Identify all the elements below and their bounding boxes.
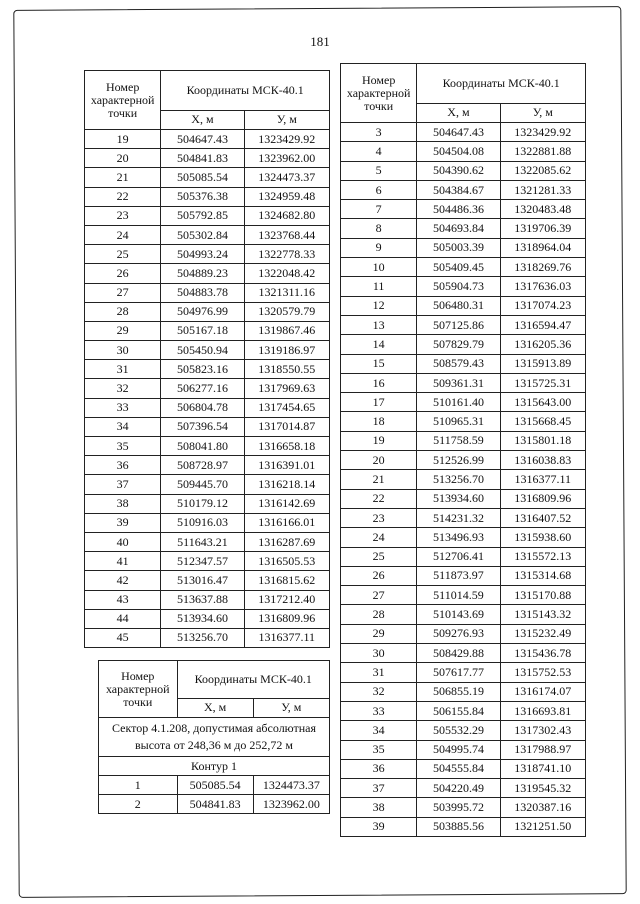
- table-row: [85, 456, 330, 475]
- table-row: [341, 277, 586, 296]
- y-coordinate: 1316505.53: [244, 552, 329, 571]
- x-coordinate: 505904.73: [417, 277, 500, 296]
- x-coordinate: 505003.39: [417, 238, 500, 257]
- point-number: 32: [85, 379, 161, 398]
- point-number: 40: [85, 532, 161, 551]
- table-row: [341, 566, 586, 585]
- point-number: 24: [341, 528, 417, 547]
- y-coordinate: 1315913.89: [500, 354, 585, 373]
- coordinates-header: Координаты МСК-40.1: [417, 64, 586, 104]
- point-number: 31: [85, 360, 161, 379]
- x-coordinate: 514231.32: [417, 508, 500, 527]
- x-coordinate: 512526.99: [417, 451, 500, 470]
- point-number: 28: [341, 605, 417, 624]
- table-row: [85, 341, 330, 360]
- x-coordinate: 511643.21: [161, 532, 244, 551]
- table-row: [341, 740, 586, 759]
- y-coordinate: 1316218.14: [244, 475, 329, 494]
- point-number: 29: [85, 321, 161, 340]
- point-number: 39: [85, 513, 161, 532]
- x-coordinate: 504220.49: [417, 779, 500, 798]
- point-number: 30: [85, 341, 161, 360]
- table-row: [99, 776, 330, 795]
- x-coordinate: 510916.03: [161, 513, 244, 532]
- x-coordinate: 510179.12: [161, 494, 244, 513]
- y-coordinate: 1315143.32: [500, 605, 585, 624]
- x-coordinate: 511873.97: [417, 566, 500, 585]
- y-coordinate: 1316809.96: [244, 609, 329, 628]
- y-coordinate: 1317302.43: [500, 721, 585, 740]
- x-coordinate: 505085.54: [177, 776, 253, 795]
- table-row: [85, 206, 330, 225]
- x-coordinate: 513934.60: [161, 609, 244, 628]
- y-coordinate: 1315752.53: [500, 663, 585, 682]
- table-row: [85, 417, 330, 436]
- point-number: 9: [341, 238, 417, 257]
- point-number: 34: [341, 721, 417, 740]
- right-coordinates-table: [340, 63, 586, 837]
- contour-label: Контур 1: [99, 757, 330, 776]
- number-column-header: Номер характерной точки: [99, 661, 178, 718]
- table-row: [85, 513, 330, 532]
- y-coordinate: 1319186.97: [244, 341, 329, 360]
- point-number: 6: [341, 180, 417, 199]
- y-coordinate: 1317454.65: [244, 398, 329, 417]
- point-number: 20: [341, 451, 417, 470]
- point-number: 22: [85, 187, 161, 206]
- point-number: 42: [85, 571, 161, 590]
- table-row: [341, 412, 586, 431]
- table-row: [341, 373, 586, 392]
- point-number: 36: [85, 456, 161, 475]
- x-coordinate: 506855.19: [417, 682, 500, 701]
- sector-description: Сектор 4.1.208, допустимая абсолютная высота от 248,36 м до 252,72 м: [99, 718, 330, 757]
- x-column-header: X, м: [161, 110, 244, 129]
- x-coordinate: 510161.40: [417, 393, 500, 412]
- point-number: 38: [85, 494, 161, 513]
- point-number: 43: [85, 590, 161, 609]
- y-coordinate: 1315170.88: [500, 586, 585, 605]
- y-column-header: У, м: [253, 698, 329, 717]
- y-coordinate: 1316693.81: [500, 701, 585, 720]
- point-number: 22: [341, 489, 417, 508]
- y-coordinate: 1316038.83: [500, 451, 585, 470]
- table-row: [85, 283, 330, 302]
- table-row: [341, 315, 586, 334]
- y-column-header: У, м: [244, 110, 329, 129]
- y-coordinate: 1317988.97: [500, 740, 585, 759]
- table-row: [341, 508, 586, 527]
- x-coordinate: 504693.84: [417, 219, 500, 238]
- x-coordinate: 509276.93: [417, 624, 500, 643]
- table-row: [341, 161, 586, 180]
- point-number: 20: [85, 149, 161, 168]
- x-coordinate: 513496.93: [417, 528, 500, 547]
- point-number: 39: [341, 817, 417, 836]
- x-coordinate: 510143.69: [417, 605, 500, 624]
- table-row: [85, 494, 330, 513]
- x-coordinate: 504384.67: [417, 180, 500, 199]
- y-coordinate: 1322778.33: [244, 245, 329, 264]
- x-coordinate: 504841.83: [161, 149, 244, 168]
- point-number: 4: [341, 142, 417, 161]
- point-number: 35: [341, 740, 417, 759]
- x-coordinate: 504841.83: [177, 795, 253, 814]
- y-coordinate: 1317636.03: [500, 277, 585, 296]
- point-number: 28: [85, 302, 161, 321]
- point-number: 19: [85, 130, 161, 149]
- table-row: [85, 302, 330, 321]
- y-coordinate: 1324682.80: [244, 206, 329, 225]
- point-number: 18: [341, 412, 417, 431]
- y-coordinate: 1322048.42: [244, 264, 329, 283]
- point-number: 17: [341, 393, 417, 412]
- x-coordinate: 504504.08: [417, 142, 500, 161]
- y-coordinate: 1324473.37: [244, 168, 329, 187]
- x-coordinate: 506155.84: [417, 701, 500, 720]
- point-number: 29: [341, 624, 417, 643]
- table-row: [85, 590, 330, 609]
- table-row: [341, 354, 586, 373]
- x-column-header: X, м: [417, 103, 500, 122]
- y-coordinate: 1317212.40: [244, 590, 329, 609]
- table-row: [85, 571, 330, 590]
- table-row: [85, 187, 330, 206]
- point-number: 23: [341, 508, 417, 527]
- y-coordinate: 1317014.87: [244, 417, 329, 436]
- x-column-header: X, м: [177, 698, 253, 717]
- table-row: [85, 379, 330, 398]
- x-coordinate: 505792.85: [161, 206, 244, 225]
- y-coordinate: 1324473.37: [253, 776, 329, 795]
- table-row: [341, 779, 586, 798]
- x-coordinate: 504889.23: [161, 264, 244, 283]
- y-coordinate: 1316205.36: [500, 335, 585, 354]
- table-row: [99, 795, 330, 814]
- x-coordinate: 505302.84: [161, 225, 244, 244]
- table-row: [341, 624, 586, 643]
- x-coordinate: 504555.84: [417, 759, 500, 778]
- x-coordinate: 513934.60: [417, 489, 500, 508]
- y-coordinate: 1320483.48: [500, 200, 585, 219]
- point-number: 26: [85, 264, 161, 283]
- y-coordinate: 1315801.18: [500, 431, 585, 450]
- y-coordinate: 1323768.44: [244, 225, 329, 244]
- bottom-coordinates-table: [98, 660, 330, 814]
- y-coordinate: 1318964.04: [500, 238, 585, 257]
- point-number: 2: [99, 795, 178, 814]
- left-table-body: [85, 130, 330, 648]
- x-coordinate: 504647.43: [161, 130, 244, 149]
- point-number: 21: [341, 470, 417, 489]
- table-row: [85, 130, 330, 149]
- table-row: [341, 200, 586, 219]
- y-coordinate: 1316377.11: [244, 628, 329, 647]
- point-number: 45: [85, 628, 161, 647]
- x-coordinate: 512706.41: [417, 547, 500, 566]
- y-coordinate: 1316809.96: [500, 489, 585, 508]
- y-coordinate: 1318550.55: [244, 360, 329, 379]
- table-row: [341, 470, 586, 489]
- x-coordinate: 507617.77: [417, 663, 500, 682]
- point-number: 25: [341, 547, 417, 566]
- y-column-header: У, м: [500, 103, 585, 122]
- y-coordinate: 1316142.69: [244, 494, 329, 513]
- x-coordinate: 506804.78: [161, 398, 244, 417]
- point-number: 41: [85, 552, 161, 571]
- table-row: [85, 437, 330, 456]
- point-number: 25: [85, 245, 161, 264]
- table-row: [341, 296, 586, 315]
- x-coordinate: 507829.79: [417, 335, 500, 354]
- point-number: 16: [341, 373, 417, 392]
- table-row: [341, 489, 586, 508]
- point-number: 15: [341, 354, 417, 373]
- table-row: [85, 149, 330, 168]
- point-number: 1: [99, 776, 178, 795]
- x-coordinate: 506277.16: [161, 379, 244, 398]
- y-coordinate: 1316377.11: [500, 470, 585, 489]
- table-row: [341, 663, 586, 682]
- y-coordinate: 1322881.88: [500, 142, 585, 161]
- x-coordinate: 509361.31: [417, 373, 500, 392]
- y-coordinate: 1315436.78: [500, 644, 585, 663]
- y-coordinate: 1321281.33: [500, 180, 585, 199]
- table-row: [85, 532, 330, 551]
- x-coordinate: 503995.72: [417, 798, 500, 817]
- table-row: [341, 219, 586, 238]
- point-number: 27: [85, 283, 161, 302]
- table-row: [85, 628, 330, 647]
- table-row: [85, 360, 330, 379]
- x-coordinate: 504486.36: [417, 200, 500, 219]
- y-coordinate: 1316594.47: [500, 315, 585, 334]
- table-row: [341, 258, 586, 277]
- point-number: 3: [341, 123, 417, 142]
- point-number: 24: [85, 225, 161, 244]
- point-number: 13: [341, 315, 417, 334]
- table-row: [341, 701, 586, 720]
- point-number: 44: [85, 609, 161, 628]
- point-number: 31: [341, 663, 417, 682]
- y-coordinate: 1315314.68: [500, 566, 585, 585]
- y-coordinate: 1320579.79: [244, 302, 329, 321]
- y-coordinate: 1317074.23: [500, 296, 585, 315]
- y-coordinate: 1315938.60: [500, 528, 585, 547]
- y-coordinate: 1317969.63: [244, 379, 329, 398]
- point-number: 10: [341, 258, 417, 277]
- y-coordinate: 1321311.16: [244, 283, 329, 302]
- x-coordinate: 513256.70: [417, 470, 500, 489]
- point-number: 5: [341, 161, 417, 180]
- y-coordinate: 1319545.32: [500, 779, 585, 798]
- x-coordinate: 506480.31: [417, 296, 500, 315]
- y-coordinate: 1316391.01: [244, 456, 329, 475]
- table-row: [341, 798, 586, 817]
- y-coordinate: 1315725.31: [500, 373, 585, 392]
- y-coordinate: 1316174.07: [500, 682, 585, 701]
- y-coordinate: 1316287.69: [244, 532, 329, 551]
- point-number: 32: [341, 682, 417, 701]
- left-coordinates-table: [84, 70, 330, 648]
- y-coordinate: 1319867.46: [244, 321, 329, 340]
- table-row: [341, 644, 586, 663]
- y-coordinate: 1323429.92: [244, 130, 329, 149]
- y-coordinate: 1323962.00: [244, 149, 329, 168]
- y-coordinate: 1320387.16: [500, 798, 585, 817]
- x-coordinate: 512347.57: [161, 552, 244, 571]
- y-coordinate: 1323962.00: [253, 795, 329, 814]
- table-row: [85, 245, 330, 264]
- table-row: [341, 682, 586, 701]
- x-coordinate: 508429.88: [417, 644, 500, 663]
- table-row: [341, 586, 586, 605]
- table-row: [341, 721, 586, 740]
- y-coordinate: 1318741.10: [500, 759, 585, 778]
- point-number: 33: [341, 701, 417, 720]
- coordinates-header: Координаты МСК-40.1: [161, 71, 330, 111]
- table-row: [85, 264, 330, 283]
- x-coordinate: 505450.94: [161, 341, 244, 360]
- x-coordinate: 504390.62: [417, 161, 500, 180]
- y-coordinate: 1323429.92: [500, 123, 585, 142]
- point-number: 8: [341, 219, 417, 238]
- y-coordinate: 1315643.00: [500, 393, 585, 412]
- x-coordinate: 507125.86: [417, 315, 500, 334]
- y-coordinate: 1315232.49: [500, 624, 585, 643]
- x-coordinate: 508728.97: [161, 456, 244, 475]
- y-coordinate: 1324959.48: [244, 187, 329, 206]
- table-row: [341, 431, 586, 450]
- page-number: 181: [310, 34, 330, 49]
- table-row: [341, 528, 586, 547]
- table-row: [85, 609, 330, 628]
- table-row: [85, 321, 330, 340]
- x-coordinate: 513637.88: [161, 590, 244, 609]
- point-number: 27: [341, 586, 417, 605]
- point-number: 30: [341, 644, 417, 663]
- table-row: [341, 238, 586, 257]
- x-coordinate: 508041.80: [161, 437, 244, 456]
- table-row: [341, 142, 586, 161]
- y-coordinate: 1318269.76: [500, 258, 585, 277]
- table-row: [341, 451, 586, 470]
- y-coordinate: 1316815.62: [244, 571, 329, 590]
- x-coordinate: 513016.47: [161, 571, 244, 590]
- x-coordinate: 509445.70: [161, 475, 244, 494]
- point-number: 36: [341, 759, 417, 778]
- y-coordinate: 1316407.52: [500, 508, 585, 527]
- point-number: 35: [85, 437, 161, 456]
- x-coordinate: 505532.29: [417, 721, 500, 740]
- x-coordinate: 503885.56: [417, 817, 500, 836]
- point-number: 33: [85, 398, 161, 417]
- x-coordinate: 504883.78: [161, 283, 244, 302]
- point-number: 26: [341, 566, 417, 585]
- point-number: 37: [85, 475, 161, 494]
- x-coordinate: 510965.31: [417, 412, 500, 431]
- point-number: 11: [341, 277, 417, 296]
- point-number: 19: [341, 431, 417, 450]
- point-number: 12: [341, 296, 417, 315]
- point-number: 23: [85, 206, 161, 225]
- x-coordinate: 513256.70: [161, 628, 244, 647]
- point-number: 38: [341, 798, 417, 817]
- x-coordinate: 505409.45: [417, 258, 500, 277]
- number-column-header: Номер характерной точки: [85, 71, 161, 130]
- y-coordinate: 1316658.18: [244, 437, 329, 456]
- x-coordinate: 505823.16: [161, 360, 244, 379]
- table-row: [85, 475, 330, 494]
- y-coordinate: 1322085.62: [500, 161, 585, 180]
- table-row: [341, 817, 586, 836]
- x-coordinate: 511014.59: [417, 586, 500, 605]
- x-coordinate: 504647.43: [417, 123, 500, 142]
- x-coordinate: 505376.38: [161, 187, 244, 206]
- table-row: [85, 168, 330, 187]
- table-row: [85, 225, 330, 244]
- x-coordinate: 505085.54: [161, 168, 244, 187]
- point-number: 34: [85, 417, 161, 436]
- x-coordinate: 511758.59: [417, 431, 500, 450]
- table-row: [341, 759, 586, 778]
- x-coordinate: 505167.18: [161, 321, 244, 340]
- x-coordinate: 504995.74: [417, 740, 500, 759]
- y-coordinate: 1316166.01: [244, 513, 329, 532]
- right-table-body: [341, 123, 586, 837]
- bottom-table-body: [99, 718, 330, 814]
- x-coordinate: 508579.43: [417, 354, 500, 373]
- point-number: 14: [341, 335, 417, 354]
- table-row: [341, 605, 586, 624]
- y-coordinate: 1321251.50: [500, 817, 585, 836]
- table-row: [341, 123, 586, 142]
- table-row: [85, 398, 330, 417]
- number-column-header: Номер характерной точки: [341, 64, 417, 123]
- coordinates-header: Координаты МСК-40.1: [177, 661, 330, 699]
- x-coordinate: 507396.54: [161, 417, 244, 436]
- y-coordinate: 1319706.39: [500, 219, 585, 238]
- table-row: [341, 547, 586, 566]
- point-number: 37: [341, 779, 417, 798]
- table-row: [341, 393, 586, 412]
- y-coordinate: 1315572.13: [500, 547, 585, 566]
- point-number: 21: [85, 168, 161, 187]
- y-coordinate: 1315668.45: [500, 412, 585, 431]
- table-row: [341, 335, 586, 354]
- table-row: [341, 180, 586, 199]
- x-coordinate: 504976.99: [161, 302, 244, 321]
- table-row: [85, 552, 330, 571]
- x-coordinate: 504993.24: [161, 245, 244, 264]
- point-number: 7: [341, 200, 417, 219]
